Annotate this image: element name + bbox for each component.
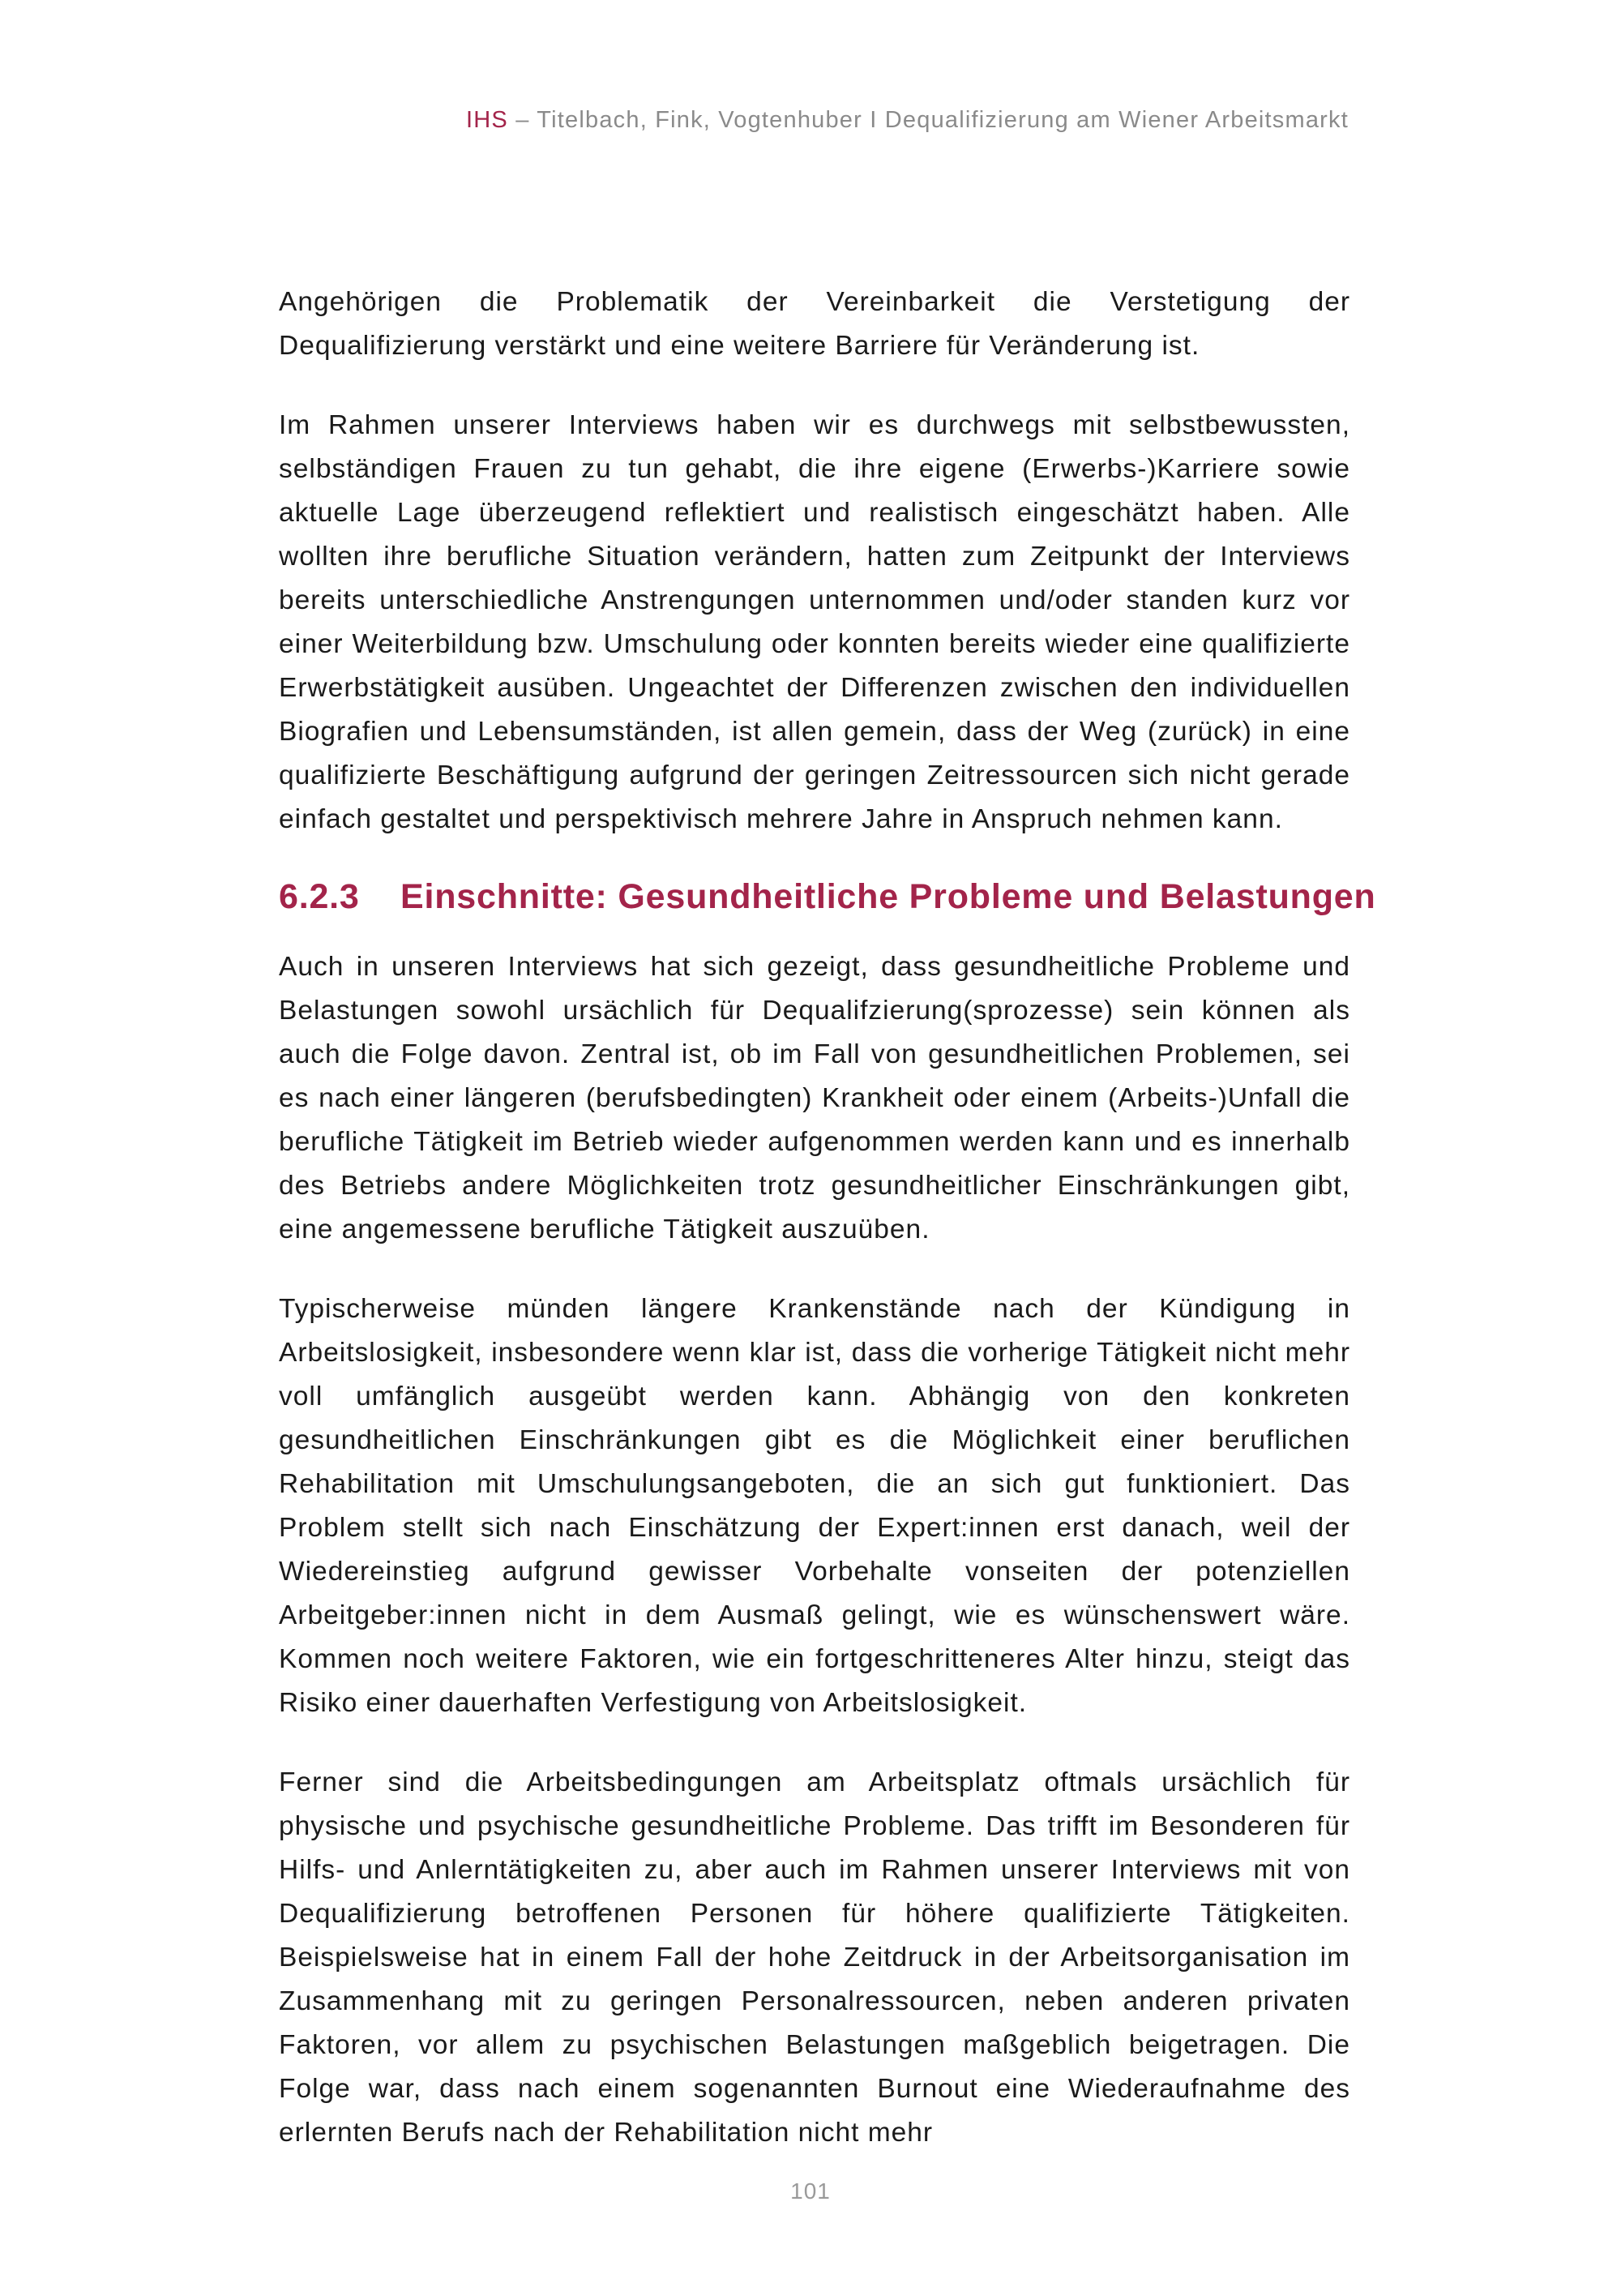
section-number: 6.2.3	[279, 877, 360, 916]
paragraph: Typischerweise münden längere Krankenstände nach der Kündigung in Arbeitslosigkeit, insbesondere wenn klar ist, dass die vorherige Tätigkeit nicht mehr voll umfänglich ausgeübt werden kann. Abhängig von den konkreten gesundheitlichen Einschränkungen gibt es die Möglichkeit einer beruflichen Rehabilitation mit Umschulungsangeboten, die an sich gut funktioniert. Das Problem stellt sich nach Einschätzung der Expert:innen erst danach, weil der Wiedereinstieg aufgrund gewisser Vorbehalte vonseiten der potenziellen Arbeitgeber:innen nicht in dem Ausmaß gelingt, wie es wünschenswert wäre. Kommen noch weitere Faktoren, wie ein fortgeschritteneres Alter hinzu, steigt das Risiko einer dauerhaften Verfestigung von Arbeitslosigkeit.	[279, 1294, 1350, 1718]
page-number: 101	[790, 2178, 831, 2204]
running-header	[466, 107, 1349, 134]
paragraph: Im Rahmen unserer Interviews haben wir es durchwegs mit selbstbewussten, selbständigen Frauen zu tun gehabt, die ihre eigene (Erwerbs-)Karriere sowie aktuelle Lage überzeugend reflektiert und realistisch eingeschätzt haben. Alle wollten ihre berufliche Situation verändern, hatten zum Zeitpunkt der Interviews bereits unterschiedliche Anstrengungen unternommen und/oder standen kurz vor einer Weiterbildung bzw. Umschulung oder konnten bereits wieder eine qualifizierte Erwerbstätigkeit ausüben. Ungeachtet der Differenzen zwischen den individuellen Biografien und Lebensumständen, ist allen gemein, dass der Weg (zurück) in eine qualifizierte Beschäftigung aufgrund der geringen Zeitressourcen sich nicht gerade einfach gestaltet und perspektivisch mehrere Jahre in Anspruch nehmen kann.	[279, 410, 1350, 834]
paragraph: Ferner sind die Arbeitsbedingungen am Arbeitsplatz oftmals ursächlich für physische und psychische gesundheitliche Probleme. Das trifft im Besonderen für Hilfs- und Anlerntätigkeiten zu, aber auch im Rahmen unserer Interviews mit von Dequalifizierung betroffenen Personen für höhere qualifizierte Tätigkeiten. Beispielsweise hat in einem Fall der hohe Zeitdruck in der Arbeitsorganisation im Zusammenhang mit zu geringen Personalressourcen, neben anderen privaten Faktoren, vor allem zu psychischen Belastungen maßgeblich beigetragen. Die Folge war, dass nach einem sogenannten Burnout eine Wiederaufnahme des erlernten Berufs nach der Rehabilitation nicht mehr	[279, 1767, 1350, 2148]
header-brand: IHS	[466, 107, 508, 133]
paragraph: Angehörigen die Problematik der Vereinbarkeit die Verstetigung der Dequalifizierung verstärkt und eine weitere Barriere für Veränderung ist.	[279, 287, 1350, 361]
body-text	[279, 281, 1376, 2191]
section-title: Einschnitte: Gesundheitliche Probleme und Belastungen	[400, 877, 1376, 916]
section-heading	[279, 872, 1376, 921]
paragraph: Auch in unseren Interviews hat sich gezeigt, dass gesundheitliche Probleme und Belastungen sowohl ursächlich für Dequalifzierung(sprozesse) sein können als auch die Folge davon. Zentral ist, ob im Fall von gesundheitlichen Problemen, sei es nach einer längeren (berufsbedingten) Krankheit oder einem (Arbeits-)Unfall die berufliche Tätigkeit im Betrieb wieder aufgenommen werden kann und es innerhalb des Betriebs andere Möglichkeiten trotz gesundheitlicher Einschränkungen gibt, eine angemessene berufliche Tätigkeit auszuüben.	[279, 952, 1350, 1244]
header-title: – Titelbach, Fink, Vogtenhuber I Dequalifizierung am Wiener Arbeitsmarkt	[507, 107, 1349, 133]
